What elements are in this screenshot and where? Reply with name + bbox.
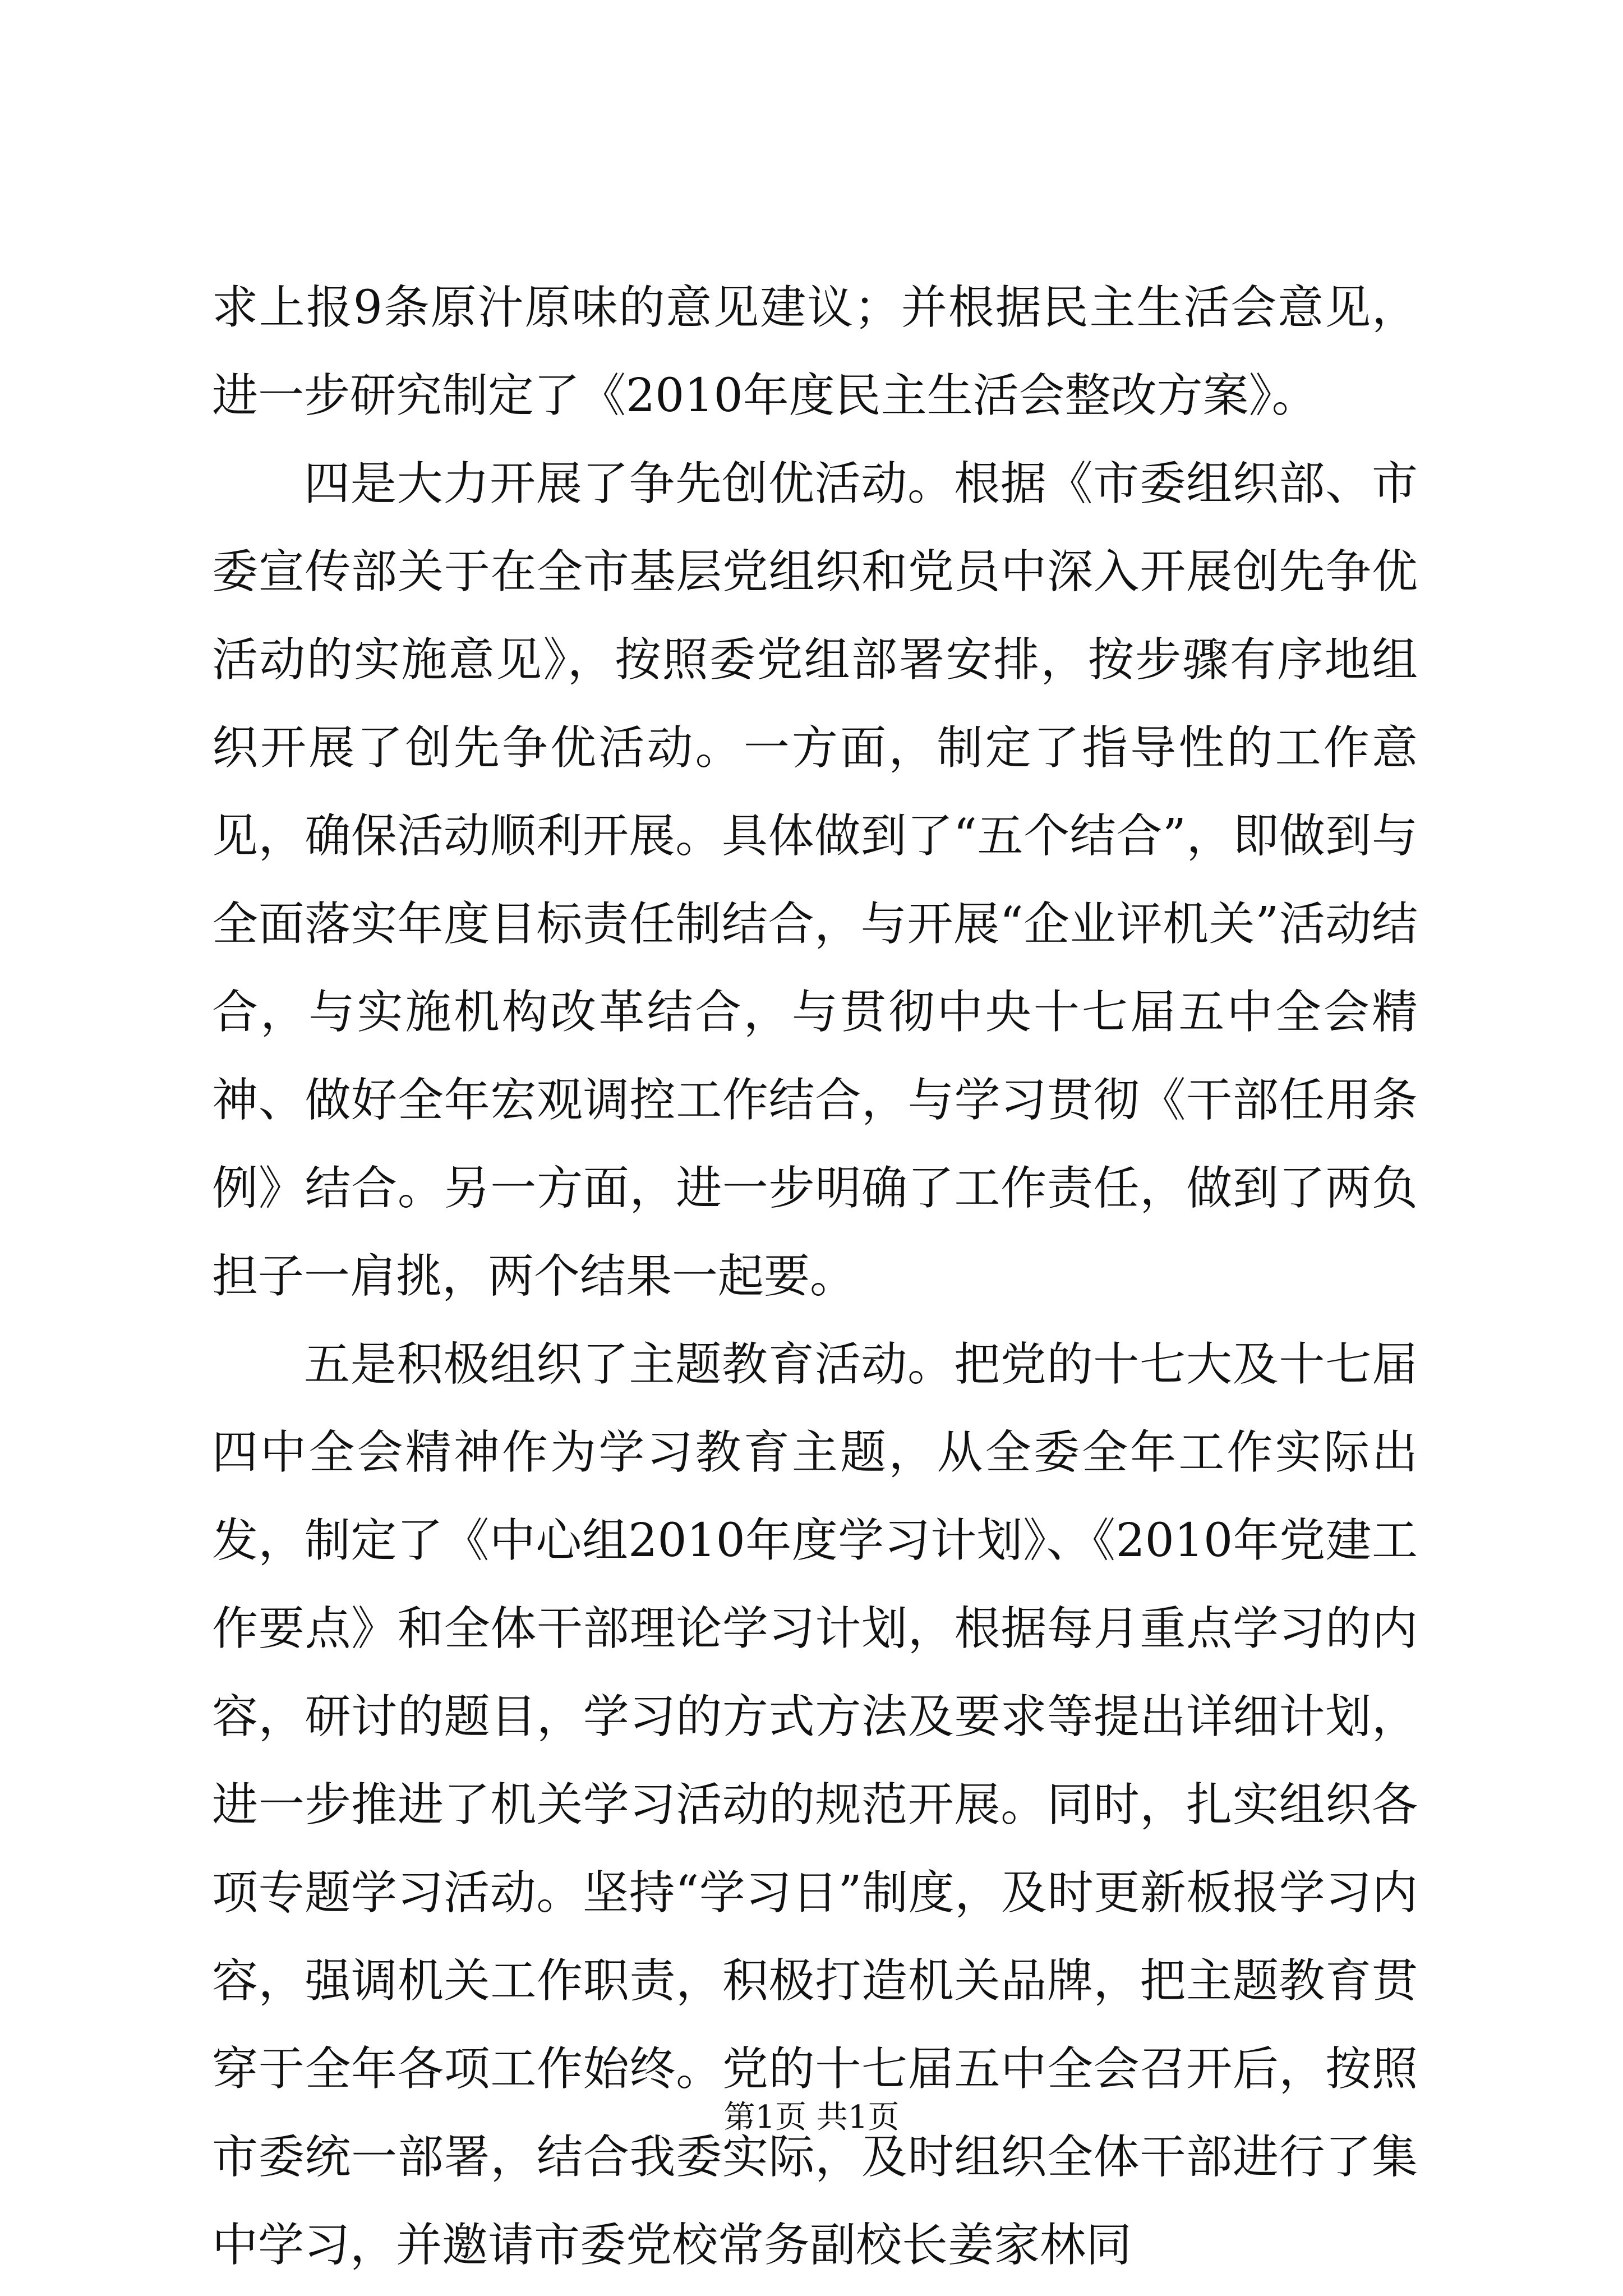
paragraph-item-five: 五是积极组织了主题教育活动。把党的十七大及十七届四中全会精神作为学习教育主题，从全委全年工作实际出发，制定了《中心组2010年度学习计划》、《2010年党建工作要点》和全体干部理论学习计划，根据每月重点学习的内容，研讨的题目，学习的方式方法及要求等提出详细计划，进一步推进了机关学习活动的规范开展。同时，扎实组织各项专题学习活动。坚持“学习日”制度，及时更新板报学习内容，强调机关工作职责，积极打造机关品牌，把主题教育贯穿于全年各项工作始终。党的十七届五中全会召开后，按照市委统一部署，结合我委实际，及时组织全体干部进行了集中学习，并邀请市委党校常务副校长姜家林同 [212, 1338, 1418, 2272]
paragraph-item-four: 四是大力开展了争先创优活动。根据《市委组织部、市委宣传部关于在全市基层党组织和党员中深入开展创先争优活动的实施意见》，按照委党组部署安排，按步骤有序地组织开展了创先争优活动。一方面，制定了指导性的工作意见，确保活动顺利开展。具体做到了“五个结合”，即做到与全面落实年度目标责任制结合，与开展“企业评机关”活动结合，与实施机构改革结合，与贯彻中央十七届五中全会精神、做好全年宏观调控工作结合，与学习贯彻《干部任用条例》结合。另一方面，进一步明确了工作责任，做到了两负担子一肩挑，两个结果一起要。 [212, 457, 1418, 1303]
document-body [212, 264, 1418, 2289]
page-footer: 第1页 共1页 [723, 2099, 900, 2136]
paragraph-continuation: 求上报9条原汁原味的意见建议；并根据民主生活会意见，进一步研究制定了《2010年度民主生活会整改方案》。 [212, 281, 1418, 422]
